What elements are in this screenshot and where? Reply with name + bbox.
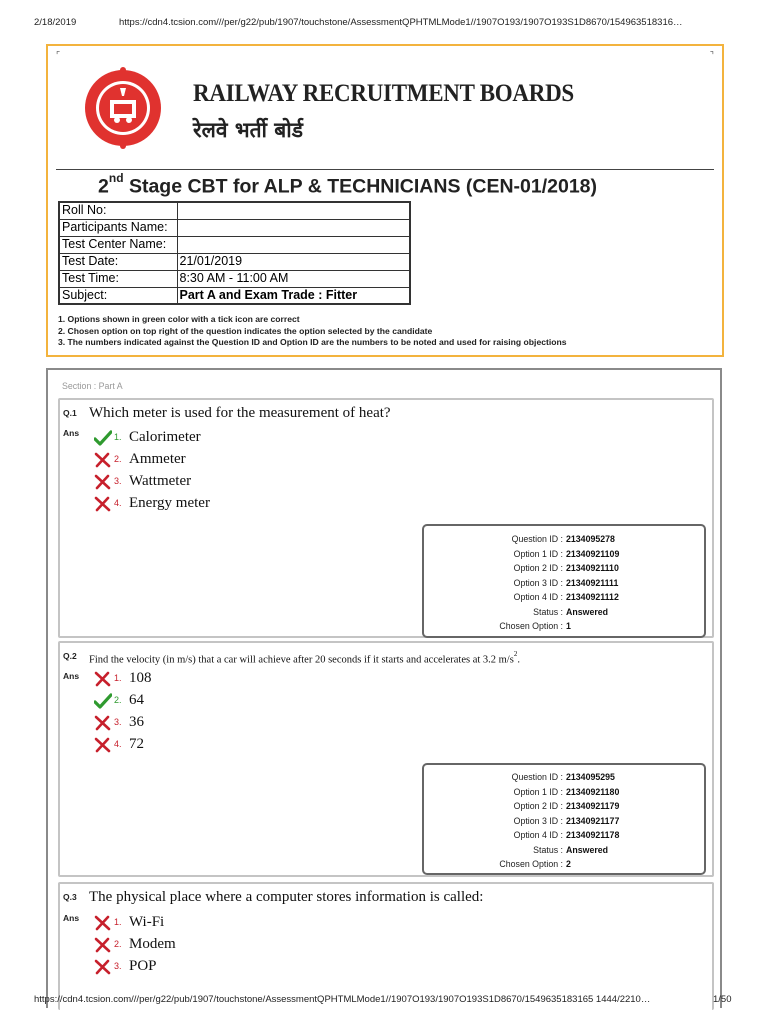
info-value: 8:30 AM - 11:00 AM xyxy=(177,270,410,287)
question-meta-box xyxy=(422,763,706,875)
meta-value: 21340921179 xyxy=(566,801,620,811)
question-number: Q.3 xyxy=(63,892,77,902)
option-number: 1. xyxy=(114,673,122,683)
meta-key: Status : xyxy=(533,844,563,855)
meta-key: Option 1 ID : xyxy=(513,786,563,797)
cross-icon xyxy=(94,737,112,753)
info-label: Subject: xyxy=(59,287,177,304)
question-text: The physical place where a computer stores information is called: xyxy=(89,889,484,905)
section-part-a xyxy=(46,368,722,1008)
option-text: 108 xyxy=(129,670,152,686)
meta-row xyxy=(424,800,704,812)
board-title: RAILWAY RECRUITMENT BOARDS xyxy=(193,80,574,107)
meta-value: 21340921109 xyxy=(566,548,620,559)
exam-title-prefix: 2 xyxy=(98,175,109,198)
section-label: Section : Part A xyxy=(62,381,123,391)
page-number: 1/50 xyxy=(713,994,732,1005)
meta-row xyxy=(424,786,704,798)
cross-icon xyxy=(94,496,112,512)
meta-value: 21340921177 xyxy=(566,815,620,826)
meta-value: Answered xyxy=(566,844,609,855)
header-divider xyxy=(56,169,714,170)
meta-key: Question ID : xyxy=(511,534,563,544)
exam-header-box xyxy=(46,44,724,357)
question-panel-2 xyxy=(58,641,714,877)
option-text: Calorimeter xyxy=(129,429,201,445)
meta-value: 21340921112 xyxy=(566,592,619,602)
note-3: 3. The numbers indicated against the Question ID and Option ID are the numbers to be noted and used for raising objections xyxy=(58,337,567,347)
question-number: Q.1 xyxy=(63,408,77,418)
meta-value: 21340921180 xyxy=(566,786,620,797)
meta-key: Chosen Option : xyxy=(499,621,563,631)
meta-row xyxy=(424,591,704,603)
meta-key: Question ID : xyxy=(511,772,563,782)
cross-icon xyxy=(94,715,112,731)
meta-key: Status : xyxy=(533,606,563,617)
meta-value: 2 xyxy=(566,859,571,869)
info-row-subject xyxy=(59,287,410,304)
option-number: 2. xyxy=(114,454,122,464)
info-row-name xyxy=(59,219,410,236)
info-value: 21/01/2019 xyxy=(177,253,410,270)
question-text-main: Find the velocity (in m/s) that a car will achieve after 20 seconds if it starts and accelerates at 3.2 m/s xyxy=(89,654,514,666)
option-number: 3. xyxy=(114,961,122,971)
question-text: Which meter is used for the measurement of heat? xyxy=(89,405,391,421)
question-text xyxy=(89,652,520,666)
option-number: 2. xyxy=(114,695,122,705)
option-text: Modem xyxy=(129,936,176,952)
print-footer-url[interactable]: https://cdn4.tcsion.com///per/g22/pub/1907/touchstone/AssessmentQPHTMLMode1//1907O193/1907O193S1D8670/1549635183165 1444/2210… xyxy=(34,994,651,1005)
info-value: Part A and Exam Trade : Fitter xyxy=(177,287,410,304)
meta-row xyxy=(424,562,704,574)
cross-icon xyxy=(94,937,112,953)
info-row-time xyxy=(59,270,410,287)
print-header-url[interactable]: https://cdn4.tcsion.com///per/g22/pub/1907/touchstone/AssessmentQPHTMLMode1//1907O193/1907O193S1D8670/154963518316… xyxy=(119,17,683,28)
meta-key: Chosen Option : xyxy=(499,859,563,869)
info-row-center xyxy=(59,236,410,253)
meta-row xyxy=(424,771,704,783)
option-text: 36 xyxy=(129,714,144,730)
note-2: 2. Chosen option on top right of the question indicates the option selected by the candidate xyxy=(58,325,433,336)
corner-mark-left: ⌜ xyxy=(56,50,61,60)
info-label: Roll No: xyxy=(59,202,177,219)
option-text: POP xyxy=(129,958,157,974)
info-row-date xyxy=(59,253,410,270)
meta-row xyxy=(424,533,704,545)
question-text-sup: 2 xyxy=(513,650,518,658)
cross-icon xyxy=(94,959,112,975)
info-label: Test Date: xyxy=(59,253,177,270)
meta-value: Answered xyxy=(566,606,609,617)
ans-label: Ans xyxy=(63,671,80,681)
option-number: 1. xyxy=(114,432,122,442)
check-icon xyxy=(94,430,112,446)
meta-key: Option 1 ID : xyxy=(513,548,563,559)
question-number: Q.2 xyxy=(63,651,77,661)
print-footer xyxy=(0,994,768,1024)
meta-value: 1 xyxy=(566,621,571,631)
cross-icon xyxy=(94,915,112,931)
info-value xyxy=(177,236,410,253)
print-date: 2/18/2019 xyxy=(34,17,77,28)
print-header xyxy=(0,0,768,34)
meta-row xyxy=(424,620,704,632)
meta-key: Option 3 ID : xyxy=(513,577,563,588)
meta-key: Option 4 ID : xyxy=(513,830,563,840)
option-text: Wattmeter xyxy=(129,473,192,489)
meta-row xyxy=(424,858,704,870)
cross-icon xyxy=(94,474,112,490)
info-value xyxy=(177,202,410,219)
candidate-info-table xyxy=(58,201,411,305)
meta-row xyxy=(424,815,704,827)
cross-icon xyxy=(94,671,112,687)
info-label: Test Center Name: xyxy=(59,236,177,253)
option-number: 3. xyxy=(114,476,122,486)
meta-key: Option 2 ID : xyxy=(513,801,563,811)
option-number: 4. xyxy=(114,739,122,749)
cross-icon xyxy=(94,452,112,468)
meta-value: 2134095295 xyxy=(566,772,615,782)
question-panel-1 xyxy=(58,398,714,638)
meta-row xyxy=(424,548,704,560)
option-number: 3. xyxy=(114,717,122,727)
meta-value: 2134095278 xyxy=(566,534,615,544)
ans-label: Ans xyxy=(63,913,80,923)
info-label: Test Time: xyxy=(59,270,177,287)
info-label: Participants Name: xyxy=(59,219,177,236)
ans-label: Ans xyxy=(63,428,80,438)
meta-row xyxy=(424,577,704,589)
corner-mark-right: ⌝ xyxy=(709,50,714,60)
exam-title xyxy=(98,171,598,199)
meta-key: Option 4 ID : xyxy=(513,592,563,602)
option-number: 4. xyxy=(114,498,122,508)
meta-row xyxy=(424,844,704,856)
question-panel-3 xyxy=(58,882,714,1010)
meta-value: 21340921178 xyxy=(566,830,620,840)
meta-row xyxy=(424,606,704,618)
option-text: 72 xyxy=(129,736,144,752)
meta-row xyxy=(424,829,704,841)
check-icon xyxy=(94,693,112,709)
exam-title-text: Stage CBT for ALP & TECHNICIANS (CEN-01/2018) xyxy=(123,175,598,198)
meta-key: Option 2 ID : xyxy=(513,563,563,573)
board-title-hindi: रेलवे भर्ती बोर्ड xyxy=(193,118,303,142)
exam-title-sup: nd xyxy=(108,171,124,185)
option-text: Energy meter xyxy=(129,495,210,511)
indian-railways-logo xyxy=(84,64,162,156)
option-number: 1. xyxy=(114,917,122,927)
option-text: 64 xyxy=(129,692,144,708)
meta-key: Option 3 ID : xyxy=(513,815,563,826)
info-value xyxy=(177,219,410,236)
option-text: Ammeter xyxy=(129,451,186,467)
question-meta-box xyxy=(422,524,706,638)
info-row-roll xyxy=(59,202,410,219)
instructions-notes xyxy=(58,314,567,349)
meta-value: 21340921110 xyxy=(566,563,619,573)
meta-value: 21340921111 xyxy=(566,577,619,588)
option-text: Wi-Fi xyxy=(129,914,165,930)
question-text-end: . xyxy=(517,654,520,666)
option-number: 2. xyxy=(114,939,122,949)
note-1: 1. Options shown in green color with a tick icon are correct xyxy=(58,314,300,324)
